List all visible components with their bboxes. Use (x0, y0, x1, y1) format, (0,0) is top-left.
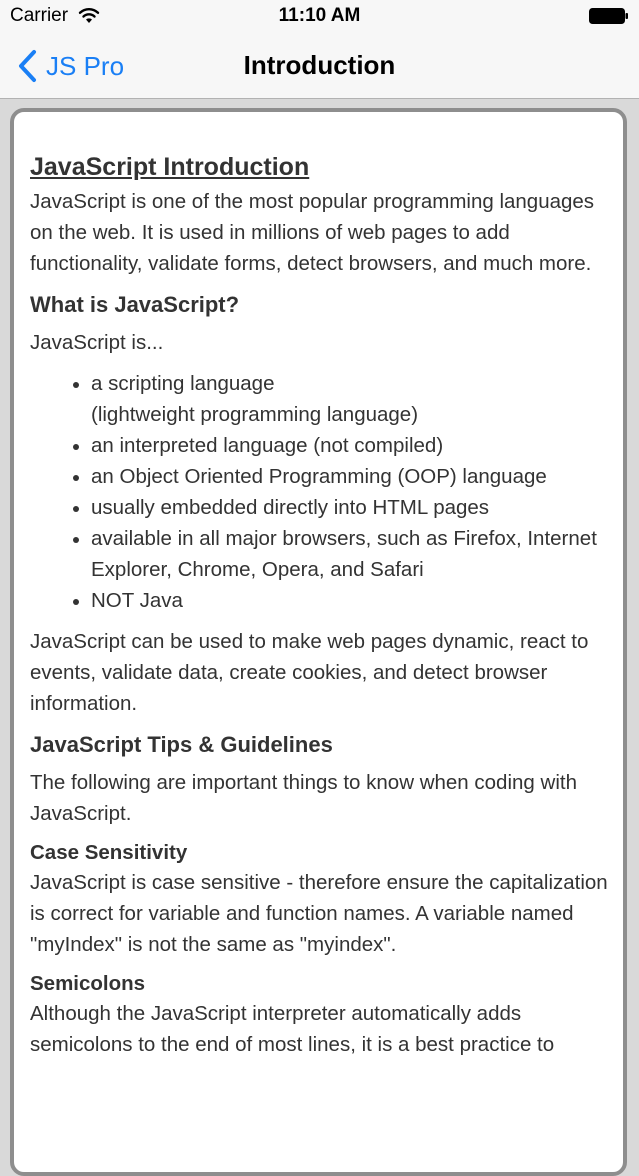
list-item-text: a scripting language (91, 372, 275, 395)
what-outro-paragraph: JavaScript can be used to make web pages dynamic, react to events, validate data, create cookies, and detect browser information. (30, 630, 589, 715)
section-heading-tips: JavaScript Tips & Guidelines (30, 732, 333, 757)
page-title: Introduction (243, 50, 396, 80)
list-item: • an Object Oriented Programming (OOP) language (91, 461, 610, 492)
article-heading: JavaScript Introduction (30, 153, 310, 181)
subheading-case-sensitivity: Case Sensitivity (30, 841, 188, 864)
carrier-label: Carrier (10, 5, 69, 26)
list-item-subtext: (lightweight programming language) (91, 403, 419, 426)
feature-list (30, 368, 610, 616)
subheading-semicolons: Semicolons (30, 972, 146, 995)
case-sensitivity-paragraph: JavaScript is case sensitive - therefore ensure the capitalization is correct for variable and function names. A variable named "myIndex" is not the same as "myindex". (30, 871, 608, 956)
list-item (91, 368, 610, 430)
list-item: • available in all major browsers, such as Firefox, Internet Explorer, Chrome, Opera, and Safari (91, 523, 610, 585)
back-button-label: JS Pro (46, 50, 125, 81)
article-content (30, 148, 610, 1070)
status-time: 11:10 AM (278, 5, 361, 26)
list-item: • NOT Java (91, 585, 610, 616)
battery-icon (589, 8, 629, 24)
section-heading-what: What is JavaScript? (30, 292, 240, 317)
semicolons-paragraph: Although the JavaScript interpreter automatically adds semicolons to the end of most lines, it is a best practice to (30, 1002, 555, 1056)
intro-paragraph: JavaScript is one of the most popular programming languages on the web. It is used in millions of web pages to add functionality, validate forms, detect browsers, and much more. (30, 190, 595, 275)
what-intro-paragraph: JavaScript is... (30, 331, 164, 354)
list-item: • an interpreted language (not compiled) (91, 430, 610, 461)
list-item: • usually embedded directly into HTML pages (91, 492, 610, 523)
navigation-bar (0, 32, 639, 99)
status-bar (0, 0, 639, 32)
tips-intro-paragraph: The following are important things to know when coding with JavaScript. (30, 771, 577, 825)
content-webview[interactable] (10, 108, 627, 1176)
